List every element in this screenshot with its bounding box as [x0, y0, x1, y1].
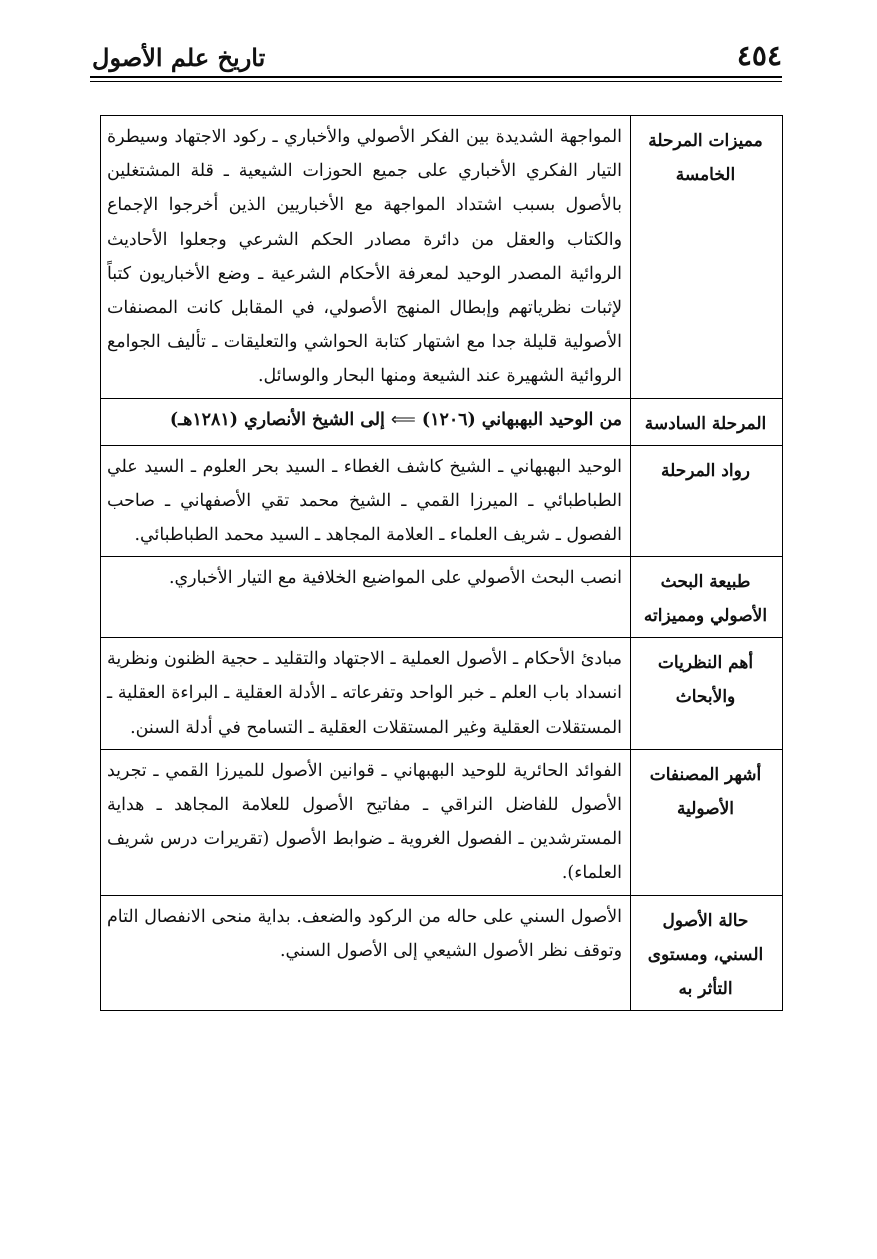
content-table — [100, 115, 783, 1011]
table-row — [101, 638, 783, 750]
row-text: مبادئ الأحكام ـ الأصول العملية ـ الاجتهاد والتقليد ـ حجية الظنون ونظرية انسداد باب العلم ـ خبر الواحد وتفرعاته ـ الأدلة العقلية ـ البراءة العقلية ـ المستقلات العقلية وغير المستقلات العقلية ـ التسامح في أدلة السنن. — [101, 638, 631, 750]
row-label: المرحلة السادسة — [631, 398, 783, 445]
arrow-left-icon: ⟸ — [390, 409, 416, 430]
row-label: رواد المرحلة — [631, 445, 783, 557]
table-row — [101, 398, 783, 445]
header-rule — [90, 76, 782, 82]
row-text: الأصول السني على حاله من الركود والضعف. بداية منحى الانفصال التام وتوقف نظر الأصول الشيعي إلى الأصول السني. — [101, 895, 631, 1010]
table-row — [101, 895, 783, 1010]
row-text: الفوائد الحائرية للوحيد البهبهاني ـ قوانين الأصول للميرزا القمي ـ تجريد الأصول للفاضل النراقي ـ مفاتيح الأصول للعلامة المجاهد ـ هداية المسترشدين ـ الفصول الغروية ـ ضوابط الأصول (تقريرات درس شريف العلماء). — [101, 749, 631, 895]
table-row — [101, 557, 783, 638]
row-label: أهم النظريات والأبحاث — [631, 638, 783, 750]
row-label: مميزات المرحلة الخامسة — [631, 116, 783, 399]
table-row — [101, 749, 783, 895]
table-row — [101, 116, 783, 399]
row-label: حالة الأصول السني، ومستوى التأثر به — [631, 895, 783, 1010]
row-text: انصب البحث الأصولي على المواضيع الخلافية مع التيار الأخباري. — [101, 557, 631, 638]
stage-period-end: إلى الشيخ الأنصاري (١٢٨١هـ) — [169, 409, 385, 430]
stage-period — [101, 398, 631, 445]
row-label: أشهر المصنفات الأصولية — [631, 749, 783, 895]
stage-period-start: من الوحيد البهبهاني (١٢٠٦) — [421, 409, 622, 430]
book-title: تاريخ علم الأصول — [92, 43, 266, 72]
page-number: ٤٥٤ — [736, 39, 782, 72]
row-text: الوحيد البهبهاني ـ الشيخ كاشف الغطاء ـ السيد بحر العلوم ـ السيد علي الطباطبائي ـ الميرزا القمي ـ الشيخ محمد تقي الأصفهاني ـ صاحب الفصول ـ شريف العلماء ـ العلامة المجاهد ـ السيد محمد الطباطبائي. — [101, 445, 631, 557]
page-header — [92, 30, 782, 70]
table-row — [101, 445, 783, 557]
row-text: المواجهة الشديدة بين الفكر الأصولي والأخباري ـ ركود الاجتهاد وسيطرة التيار الفكري الأخباري على جميع الحوزات الشيعية ـ قلة المشتغلين بالأصول بسبب اشتداد المواجهة مع الأخباريين الذين أخرجوا الإجماع والكتاب والعقل من دائرة مصادر الحكم الشرعي وجعلوا الأحاديث الروائية المصدر الوحيد لمعرفة الأحكام الشرعية ـ وضع الأخباريون كتباً لإثبات نظرياتهم وإبطال المنهج الأصولي، في المقابل كانت المصنفات الأصولية قليلة جدا مع اشتهار كتابة الحواشي والتعليقات ـ تأليف الجوامع الروائية الشهيرة عند الشيعة ومنها البحار والوسائل. — [101, 116, 631, 399]
row-label: طبيعة البحث الأصولي ومميزاته — [631, 557, 783, 638]
